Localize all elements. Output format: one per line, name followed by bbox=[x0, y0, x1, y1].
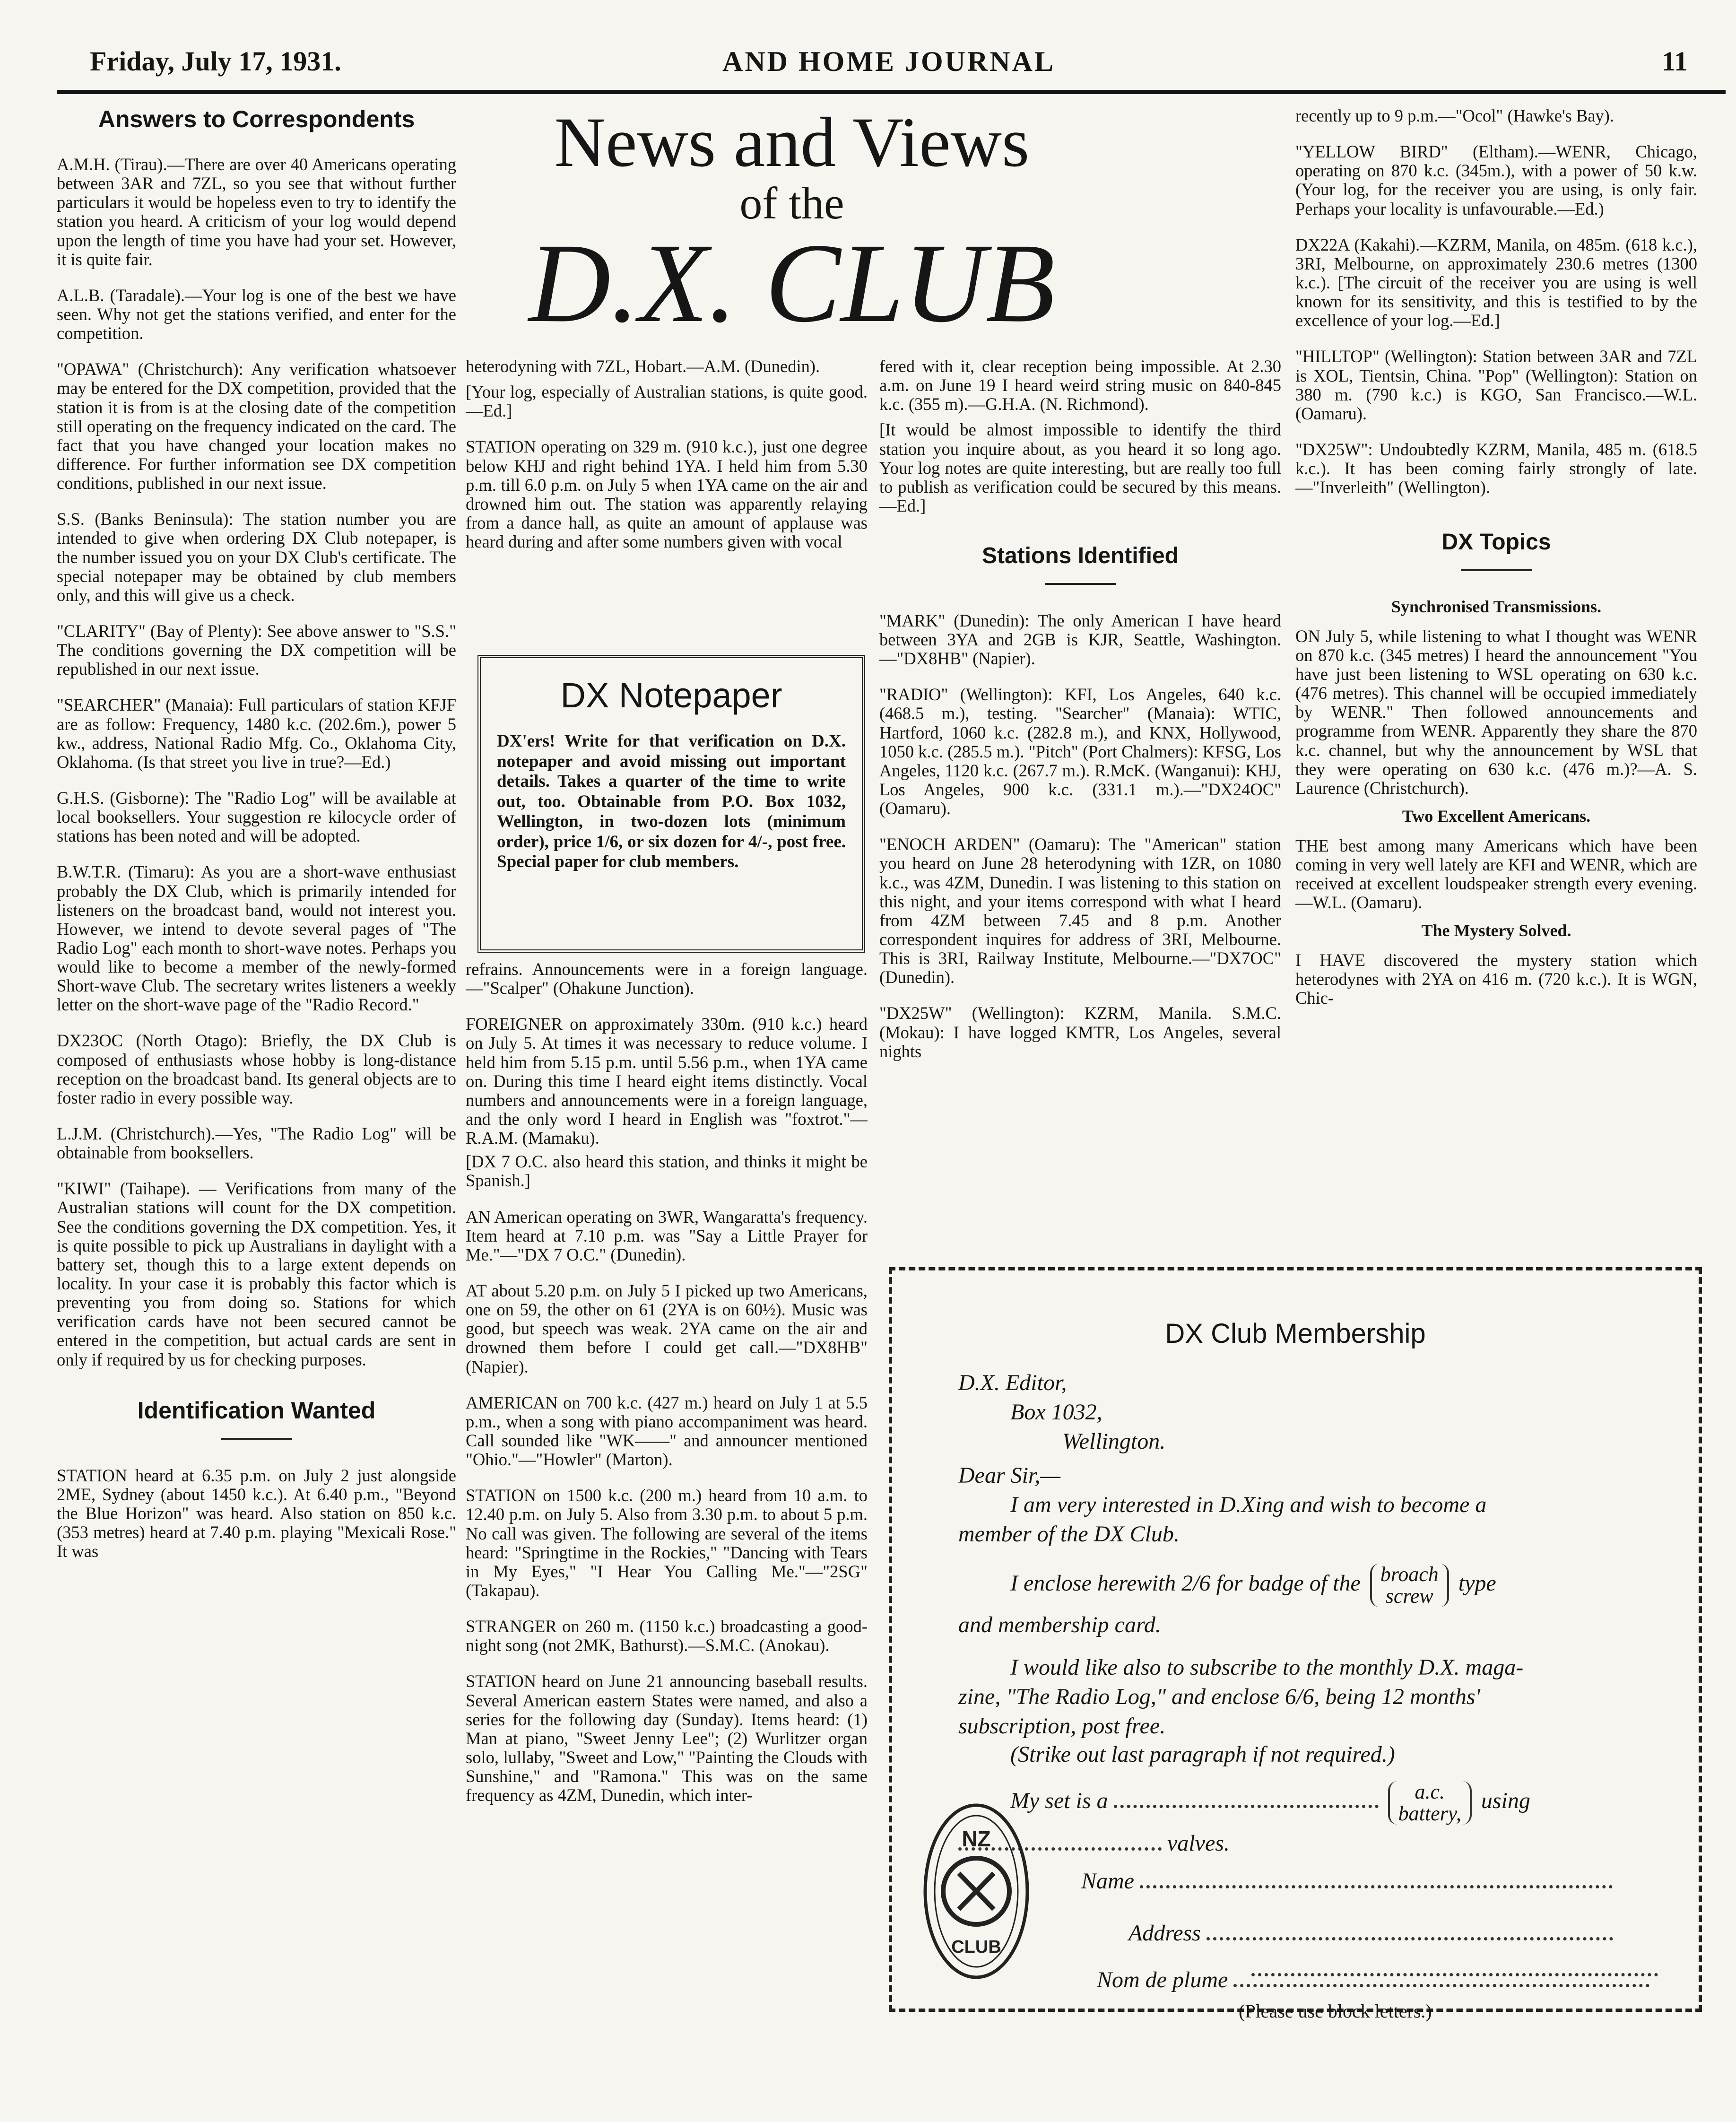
name-label: Name bbox=[1081, 1869, 1134, 1894]
nom-field[interactable] bbox=[1233, 1975, 1649, 1987]
topic-text: I HAVE discovered the mystery station which heterodynes with 2YA on 416 m. (720 k.c.). It is WGN, Chic- bbox=[1295, 950, 1697, 1008]
screw-option[interactable]: screw bbox=[1385, 1584, 1433, 1608]
identification-item: AT about 5.20 p.m. on July 5 I picked up two Americans, one on 59, the other on 61 (2YA is on 60½). Music was good, but speech was weak. 2YA came on the air and drowned them before I could get call.—"DX8HB" (Napier). bbox=[466, 1280, 868, 1376]
badge-type-choice[interactable] bbox=[1370, 1564, 1449, 1607]
topic-text: ON July 5, while listening to what I thought was WENR on 870 k.c. (345 metres) I heard the announcement "You have just been listening to WSL operating on 630 k.c. (476 metres). This channel will be occupied immediately by WENR." Then followed announcements and programme from WENR. Apparently they share the 870 k.c. channel, but why the announcement by WSL that they were operating on 630 k.c. (476 m.)?—A. S. Laurence (Christchurch). bbox=[1295, 626, 1697, 798]
editor-note: [It would be almost impossible to identify the third station you inquire about, as you heard it so long ago. Your log notes are quite interesting, but are really too full to publish as verification could be secured by this means.—Ed.] bbox=[879, 420, 1281, 515]
set-label: My set is a bbox=[1010, 1788, 1108, 1814]
form-paragraph: (Strike out last paragraph if not required.) bbox=[1010, 1742, 1395, 1767]
address-field[interactable] bbox=[1207, 1929, 1613, 1940]
identification-item: heterodyning with 7ZL, Hobart.—A.M. (Dunedin). bbox=[466, 357, 820, 376]
topic-text: THE best among many Americans which have been coming in very well lately are KFI and WENR, which are received at excellent loudspeaker strength every evening.—W.L. (Oamaru). bbox=[1295, 835, 1697, 913]
form-salutation: Dear Sir,— bbox=[958, 1463, 1061, 1488]
nom-label: Nom de plume bbox=[1097, 1967, 1228, 1992]
topic-subheading: Two Excellent Americans. bbox=[1402, 807, 1591, 826]
form-paragraph: member of the DX Club. bbox=[958, 1522, 1180, 1547]
identification-item: STATION operating on 329 m. (910 k.c.), just one degree below KHJ and right behind 1YA. I held him from 5.30 p.m. till 6.0 p.m. on July 5 when 1YA came on the air and drowned him out. The station was apparently relaying from a dance hall, as quite an amount of applause was heard during and after some numbers given with vocal bbox=[466, 437, 868, 552]
masthead bbox=[468, 103, 1116, 352]
editor-note: [Your log, especially of Australian stations, is quite good.—Ed.] bbox=[466, 382, 868, 421]
editor-note: [DX 7 O.C. also heard this station, and thinks it might be Spanish.] bbox=[466, 1152, 868, 1191]
answer-item: B.W.T.R. (Timaru): As you are a short-wave enthusiast probably the DX Club, which is primarily intended for listeners on the broadcast band, would not interest you. However, we intend to devote several pages of "The Radio Log" each month to short-wave notes. Perhaps you would like to become a member of the newly-formed Short-wave Club. The secretary writes listeners a weekly letter on the short-wave page of the "Radio Record." bbox=[57, 862, 456, 1015]
station-item: "MARK" (Dunedin): The only American I have heard between 3YA and 2GB is KJR, Seattle, Washington.—"DX8HB" (Napier). bbox=[879, 610, 1281, 669]
answer-item: "CLARITY" (Bay of Plenty): See above answer to "S.S." The conditions governing the DX competition will be republished in our next issue. bbox=[57, 621, 456, 679]
page-header bbox=[90, 45, 1688, 88]
heading-rule bbox=[221, 1438, 292, 1440]
answers-heading: Answers to Correspondents bbox=[98, 106, 415, 132]
station-item: recently up to 9 p.m.—"Ocol" (Hawke's Bay). bbox=[1295, 106, 1614, 125]
station-item: "RADIO" (Wellington): KFI, Los Angeles, 640 k.c. (468.5 m.), testing. "Searcher" (Manaia): WTIC, Hartford, 1060 k.c. (282.8 m.), and KNX, Hollywood, 1050 k.c. (285.5 m.). "Pitch" (Port Chalmers): KFSG, Los Angeles, 1120 k.c. (267.7 m.). R.McK. (Wanganui): KHJ, Los Angeles, 900 k.c. (331.1 m.).—"DX24OC" (Oamaru). bbox=[879, 685, 1281, 818]
identification-item: AMERICAN on 700 k.c. (427 m.) heard on July 1 at 5.5 p.m., when a song with piano accompaniment was heard. Call sounded like "WK——" and announcer mentioned "Ohio."—"Howler" (Marton). bbox=[466, 1392, 868, 1470]
form-address-2: Box 1032, bbox=[1010, 1400, 1102, 1425]
power-choice[interactable] bbox=[1388, 1781, 1472, 1825]
form-address-3: Wellington. bbox=[1062, 1429, 1166, 1454]
notepaper-title: DX Notepaper bbox=[560, 676, 782, 715]
column-stations bbox=[879, 357, 1281, 1255]
form-title: DX Club Membership bbox=[1165, 1318, 1426, 1349]
answer-item: "SEARCHER" (Manaia): Full particulars of station KFJF are as follow: Frequency, 1480 k.c. (202.6m.), power 5 kw., address, National Radio Mfg. Co., Oklahoma City, Oklahoma. (Is that street you live in true?—Ed.) bbox=[57, 695, 456, 772]
masthead-line-3: D.X. CLUB bbox=[529, 220, 1055, 346]
badge-top-text: NZ bbox=[962, 1826, 991, 1851]
form-nom-line bbox=[1097, 1967, 1649, 1993]
address-label: Address bbox=[1128, 1921, 1201, 1946]
station-item: "HILLTOP" (Wellington): Station between 3AR and 7ZL is XOL, Tientsin, China. "Pop" (Wellington): Station on 380 m. (790 k.c.) is KGO, San Francisco.—W.L. (Oamaru). bbox=[1295, 347, 1697, 423]
topics-heading: DX Topics bbox=[1441, 530, 1551, 555]
identification-item: AN American operating on 3WR, Wangaratta's frequency. Item heard at 7.10 p.m. was "Say a Little Prayer for Me."—"DX 7 O.C." (Dunedin). bbox=[466, 1207, 868, 1264]
set-type-field[interactable] bbox=[1114, 1796, 1379, 1808]
valves-label: valves. bbox=[1167, 1831, 1230, 1856]
answer-item: DX23OC (North Otago): Briefly, the DX Club is composed of enthusiasts whose hobby is long-distance reception on the broadcast band. Its general objects are to foster radio in every possible way. bbox=[57, 1031, 456, 1107]
issue-date: Friday, July 17, 1931. bbox=[90, 46, 341, 77]
answer-item: G.H.S. (Gisborne): The "Radio Log" will be available at local booksellers. Your suggestion re kilocycle order of stations has been noted and will be adopted. bbox=[57, 788, 456, 846]
answer-item: A.M.H. (Tirau).—There are over 40 Americans operating between 3AR and 7ZL, so you see that without further particulars it would be hopeless even to try to identify the station you heard. A criticism of your log would depend upon the length of time you have had your set. However, it is quite fair. bbox=[57, 155, 456, 269]
broach-option[interactable]: broach bbox=[1380, 1563, 1439, 1586]
column-2-bottom bbox=[466, 960, 868, 2028]
identification-item: fered with it, clear reception being impossible. At 2.30 a.m. on June 19 I heard weird string music on 840-845 k.c. (355 m).—G.H.A. (N. Richmond). bbox=[879, 357, 1281, 414]
form-paragraph: type bbox=[1458, 1571, 1496, 1596]
block-letters-note: (Please use block letters.) bbox=[1239, 2000, 1432, 2022]
form-address-line bbox=[1128, 1920, 1613, 1946]
form-address-1: D.X. Editor, bbox=[958, 1370, 1067, 1395]
form-paragraph: I enclose herewith 2/6 for badge of the bbox=[1010, 1571, 1361, 1596]
form-name-line bbox=[1081, 1868, 1613, 1894]
notepaper-body: DX'ers! Write for that verification on D.X. notepaper and avoid missing out important details. Takes a quarter of the time to write out, too. Obtainable from P.O. Box 1032, Wellington, in two-dozen lots (minimum order), price 1/6, or six dozen for 4/-, post free. Special paper for club members. bbox=[497, 731, 846, 872]
heading-rule bbox=[1461, 569, 1532, 571]
column-topics bbox=[1295, 106, 1697, 1260]
identification-item: STATION heard at 6.35 p.m. on July 2 just alongside 2ME, Sydney (about 1450 k.c.). At 6.40 p.m., "Beyond the Blue Horizon" was heard. Also station on 850 k.c. (353 metres) heard at 7.40 p.m. playing "Mexicali Rose." It was bbox=[57, 1465, 456, 1561]
badge-bottom-text: CLUB bbox=[951, 1937, 1001, 1957]
identification-item: FOREIGNER on approximately 330m. (910 k.c.) heard on July 5. At times it was necessary to reduce volume. I held him from 5.15 p.m. until 5.56 p.m., when 1YA came on. During this time I heard eight items distinctly. Vocal numbers and announcements were in a foreign language, and the only word I heard in English was "foxtrot."—R.A.M. (Mamaku). bbox=[466, 1014, 868, 1148]
column-answers bbox=[57, 106, 456, 2026]
name-field[interactable] bbox=[1140, 1877, 1613, 1888]
station-item: "YELLOW BIRD" (Eltham).—WENR, Chicago, operating on 870 k.c. (345m.), with a power of 50 k.w. (Your log, for the receiver you are using, is only fair. Perhaps your locality is unfavourable.—Ed.) bbox=[1295, 142, 1697, 218]
nz-dx-club-badge-icon bbox=[922, 1801, 1031, 1981]
heading-rule bbox=[1045, 583, 1116, 585]
notepaper-box bbox=[477, 655, 865, 953]
stations-heading: Stations Identified bbox=[981, 543, 1179, 569]
masthead-line-1: News and Views bbox=[554, 103, 1030, 182]
station-item: "ENOCH ARDEN" (Oamaru): The "American" station you heard on June 28 heterodyning with 1ZR, on 1080 k.c., was 4ZM, Dunedin. I was listening to this station on this night, and your items correspond with what I heard from 4ZM between 7.45 and 8 p.m. Another correspondent inquires for address of 3RI, Melbourne. This is 3RI, Railway Institute, Melbourne.—"DX7OC" (Dunedin). bbox=[879, 835, 1281, 987]
answer-item: "OPAWA" (Christchurch): Any verification whatsoever may be entered for the DX competition, provided that the station it is from is at the closing date of the competition still operating on the frequency indicated on the card. The fact that you have changed your location makes no difference. For further information see DX competition conditions, published in our next issue. bbox=[57, 359, 456, 493]
form-paragraph: I would like also to subscribe to the monthly D.X. maga- bbox=[1010, 1655, 1524, 1680]
station-item: "DX25W" (Wellington): KZRM, Manila. S.M.C. (Mokau): I have logged KMTR, Los Angeles, several nights bbox=[879, 1003, 1281, 1061]
form-paragraph: and membership card. bbox=[958, 1612, 1161, 1637]
answer-item: A.L.B. (Taradale).—Your log is one of the best we have seen. Why not get the stations verified, and enter for the competition. bbox=[57, 285, 456, 343]
station-item: "DX25W": Undoubtedly KZRM, Manila, 485 m. (618.5 k.c.). It has been coming fairly strongly of late.—"Inverleith" (Wellington). bbox=[1295, 439, 1697, 497]
header-rule bbox=[57, 90, 1726, 94]
answer-item: "KIWI" (Taihape). — Verifications from many of the Australian stations will count for the DX competition. See the conditions governing the DX competition. Yes, it is quite possible to pick up Australians in daylight with a battery set, though this to a large extent depends on locality. In your case it is probably this factor which is preventing you from doing so. Stations for which verification cards have not been secured cannot be entered in the competition, but actual cards are sent in only if required by us for checking purposes. bbox=[57, 1179, 456, 1369]
form-paragraph: zine, "The Radio Log," and enclose 6/6, being 12 months' bbox=[958, 1684, 1480, 1709]
ac-option[interactable]: a.c. bbox=[1415, 1780, 1445, 1803]
using-label: using bbox=[1481, 1788, 1530, 1814]
column-2-top bbox=[466, 357, 868, 641]
form-paragraph: I am very interested in D.Xing and wish to become a bbox=[1010, 1492, 1487, 1517]
topic-subheading: The Mystery Solved. bbox=[1421, 921, 1571, 940]
form-set-line bbox=[1010, 1781, 1530, 1825]
identification-heading: Identification Wanted bbox=[137, 1397, 376, 1424]
identification-item: STRANGER on 260 m. (1150 k.c.) broadcasting a good-night song (not 2MK, Bathurst).—S.M.C. (Anokau). bbox=[466, 1617, 868, 1655]
identification-item: refrains. Announcements were in a foreign language.—"Scalper" (Ohakune Junction). bbox=[466, 960, 868, 998]
form-badge-line bbox=[1010, 1564, 1496, 1607]
identification-item: STATION heard on June 21 announcing baseball results. Several American eastern States were named, and also a series for the following day (Sunday). Items heard: (1) Man at piano, "Sweet Jenny Lee"; (2) Wurlitzer organ solo, lullaby, "Sweet and Low," "Painting the Clouds with Sunshine," and "Ramona." This was on the same frequency as 4ZM, Dunedin, which inter- bbox=[466, 1671, 868, 1805]
masthead-line-2: of the bbox=[739, 178, 844, 228]
form-paragraph: subscription, post free. bbox=[958, 1713, 1166, 1739]
answer-item: S.S. (Banks Beninsula): The station number you are intended to give when ordering DX Club notepaper, is the number issued you on your DX Club's certificate. The special notepaper may be obtained by club members only, and this will give us a check. bbox=[57, 509, 456, 605]
journal-title: AND HOME JOURNAL bbox=[722, 46, 1055, 77]
station-item: DX22A (Kakahi).—KZRM, Manila, on 485m. (618 k.c.), 3RI, Melbourne, on approximately 230.6 metres (1300 k.c.). [The circuit of the receiver you are using is well known for its sensitivity, and this is testified to by the excellence of your log.—Ed.] bbox=[1295, 235, 1697, 330]
page-number: 11 bbox=[1662, 46, 1688, 77]
topic-subheading: Synchronised Transmissions. bbox=[1391, 597, 1602, 617]
answer-item: L.J.M. (Christchurch).—Yes, "The Radio Log" will be obtainable from booksellers. bbox=[57, 1124, 456, 1163]
battery-option[interactable]: battery, bbox=[1398, 1802, 1461, 1826]
identification-item: STATION on 1500 k.c. (200 m.) heard from 10 a.m. to 12.40 p.m. on July 5. Also from 3.30 p.m. to about 5 p.m. No call was given. The following are several of the items heard: "Springtime in the Rockies," "Dancing with Tears in My Eyes," "I Hear You Calling Me."—"2SG" (Takapau). bbox=[466, 1486, 868, 1600]
